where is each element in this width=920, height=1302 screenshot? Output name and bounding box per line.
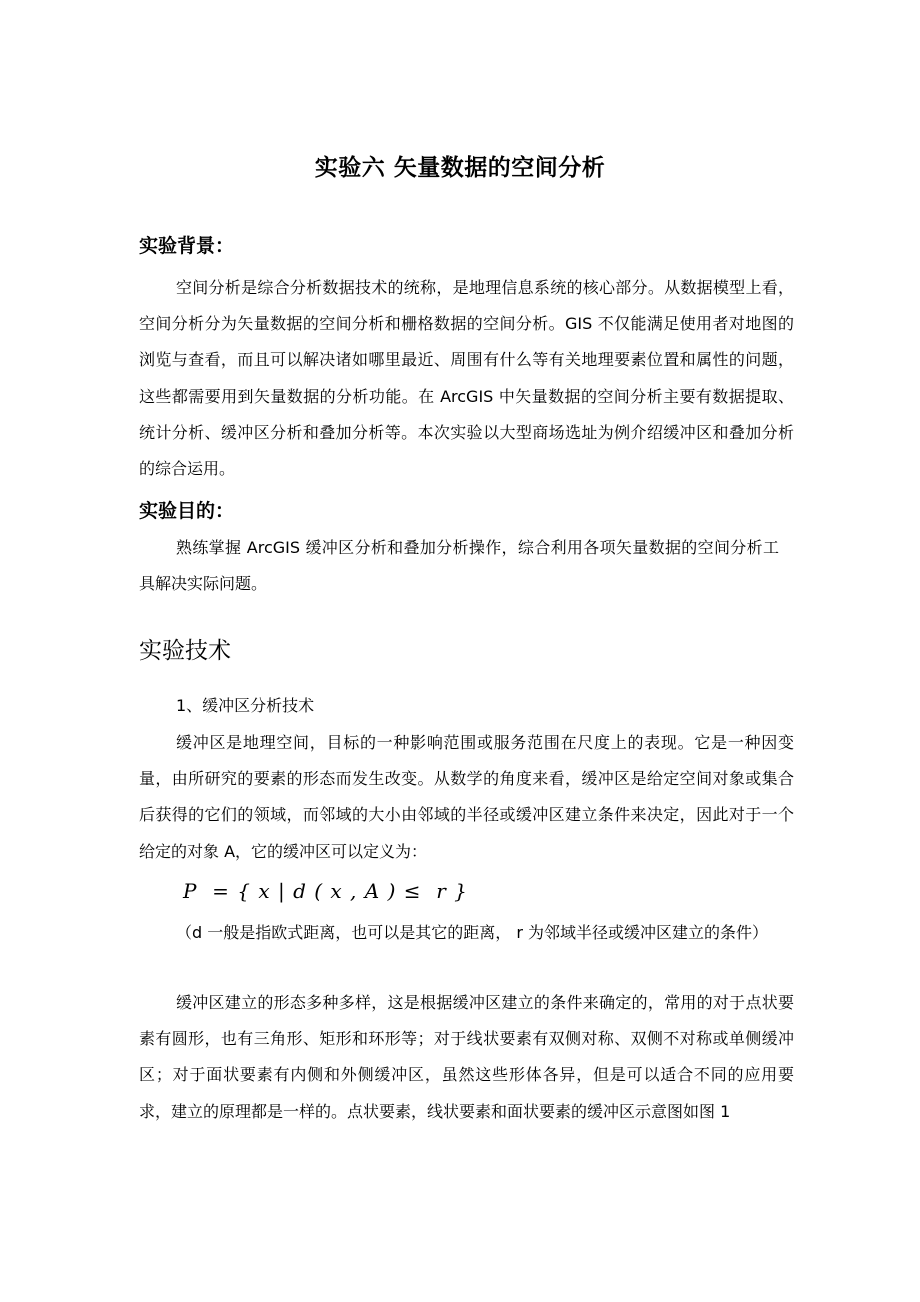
purpose-paragraph: 熟练掌握 ArcGIS 缓冲区分析和叠加分析操作，综合利用各项矢量数据的空间分析工具解决实际问题。 (139, 538, 779, 594)
buffer-section-title: 1、缓冲区分析技术 (176, 696, 315, 715)
buffer-formula: P = { x | d ( x , A ) ≤ r } (183, 879, 468, 903)
buffer-definition-paragraph: 缓冲区是地理空间，目标的一种影响范围或服务范围在尺度上的表现。它是一种因变量，由所研究的要素的形态而发生改变。从数学的角度来看，缓冲区是给定空间对象或集合后获得的它们的领域，而邻域的大小由邻域的半径或缓冲区建立条件来决定，因此对于一个给定的对象 A，它的缓冲区可以定义为： (139, 733, 794, 861)
purpose-heading: 实验目的： (139, 500, 235, 522)
background-paragraph: 空间分析是综合分析数据技术的统称，是地理信息系统的核心部分。从数据模型上看，空间分析分为矢量数据的空间分析和栅格数据的空间分析。GIS 不仅能满足使用者对地图的浏览与查看，而且可以解决诸如哪里最近、周围有什么等有关地理要素位置和属性的问题，这些都需要用到矢量数据的分析功能。在 ArcGIS 中矢量数据的空间分析主要有数据提取、统计分析、缓冲区分析和叠加分析等。本次实验以大型商场选址为例介绍缓冲区和叠加分析的综合运用。 (139, 278, 794, 479)
formula-note-paragraph: （d 一般是指欧式距离，也可以是其它的距离， r 为邻域半径或缓冲区建立的条件） (176, 923, 768, 942)
technique-heading: 实验技术 (139, 638, 231, 664)
background-heading: 实验背景： (139, 235, 235, 257)
buffer-shapes-paragraph: 缓冲区建立的形态多种多样，这是根据缓冲区建立的条件来确定的，常用的对于点状要素有圆形，也有三角形、矩形和环形等；对于线状要素有双侧对称、双侧不对称或单侧缓冲区；对于面状要素有内侧和外侧缓冲区，虽然这些形体各异，但是可以适合不同的应用要求，建立的原理都是一样的。点状要素，线状要素和面状要素的缓冲区示意图如图 1 (139, 993, 794, 1121)
document-title: 实验六 矢量数据的空间分析 (314, 155, 606, 181)
